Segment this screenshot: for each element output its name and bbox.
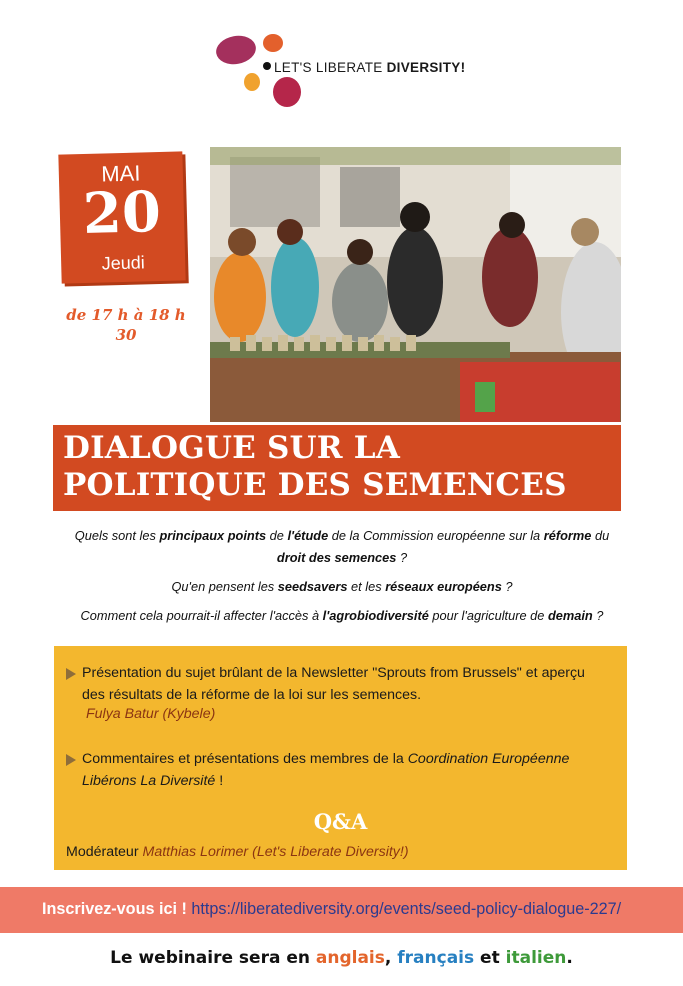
qa-heading: Q&A [313, 809, 368, 834]
question-1: Quels sont les principaux points de l'étude de la Commission européenne sur la réforme du droit des semences ? [74, 528, 610, 565]
title-banner [53, 425, 621, 511]
question-3: Comment cela pourrait-il affecter l'accès à l'agrobiodiversité pour l'agriculture de demain ? [80, 608, 604, 623]
program-item-1: Présentation du sujet brûlant de la Newsletter "Sprouts from Brussels" et aperçu des résultats de la réforme de la loi sur les semences. [66, 662, 611, 706]
market-photo-icon [210, 147, 621, 422]
logo-text: LET'S LIBERATE DIVERSITY! [274, 60, 466, 75]
program-item-2: Commentaires et présentations des membres de la Coordination Européenne Libérons La Diversité ! [66, 748, 611, 792]
date-day: 20 [82, 178, 162, 248]
register-link[interactable]: https://liberatediversity.org/events/seed-policy-dialogue-227/ [191, 900, 622, 918]
register-label: Inscrivez-vous ici ! [42, 900, 192, 918]
language-italian: italien [505, 948, 567, 968]
logo [212, 30, 482, 114]
date-badge [58, 151, 185, 283]
date-weekday: Jeudi [101, 252, 145, 274]
event-time: de 17 h à 18 h 30 [66, 306, 186, 344]
speaker-1: Fulya Batur (Kybele) [86, 706, 216, 722]
language-english: anglais [315, 948, 385, 968]
market-photo [210, 147, 621, 422]
triangle-bullet-icon [66, 754, 76, 766]
triangle-bullet-icon [66, 668, 76, 680]
moderator: Modérateur Matthias Lorimer (Let's Liberate Diversity!) [66, 844, 409, 860]
question-2: Qu'en pensent les seedsavers et les réseaux européens ? [171, 579, 513, 594]
register-bar [0, 887, 683, 933]
language-french: français [397, 948, 475, 968]
languages-line: Le webinaire sera en anglais, français et italien. [110, 948, 573, 968]
page-title: DIALOGUE SUR LA POLITIQUE DES SEMENCES [63, 430, 567, 503]
program-box [54, 646, 627, 870]
date-month: MAI [100, 160, 141, 187]
questions [40, 525, 644, 627]
